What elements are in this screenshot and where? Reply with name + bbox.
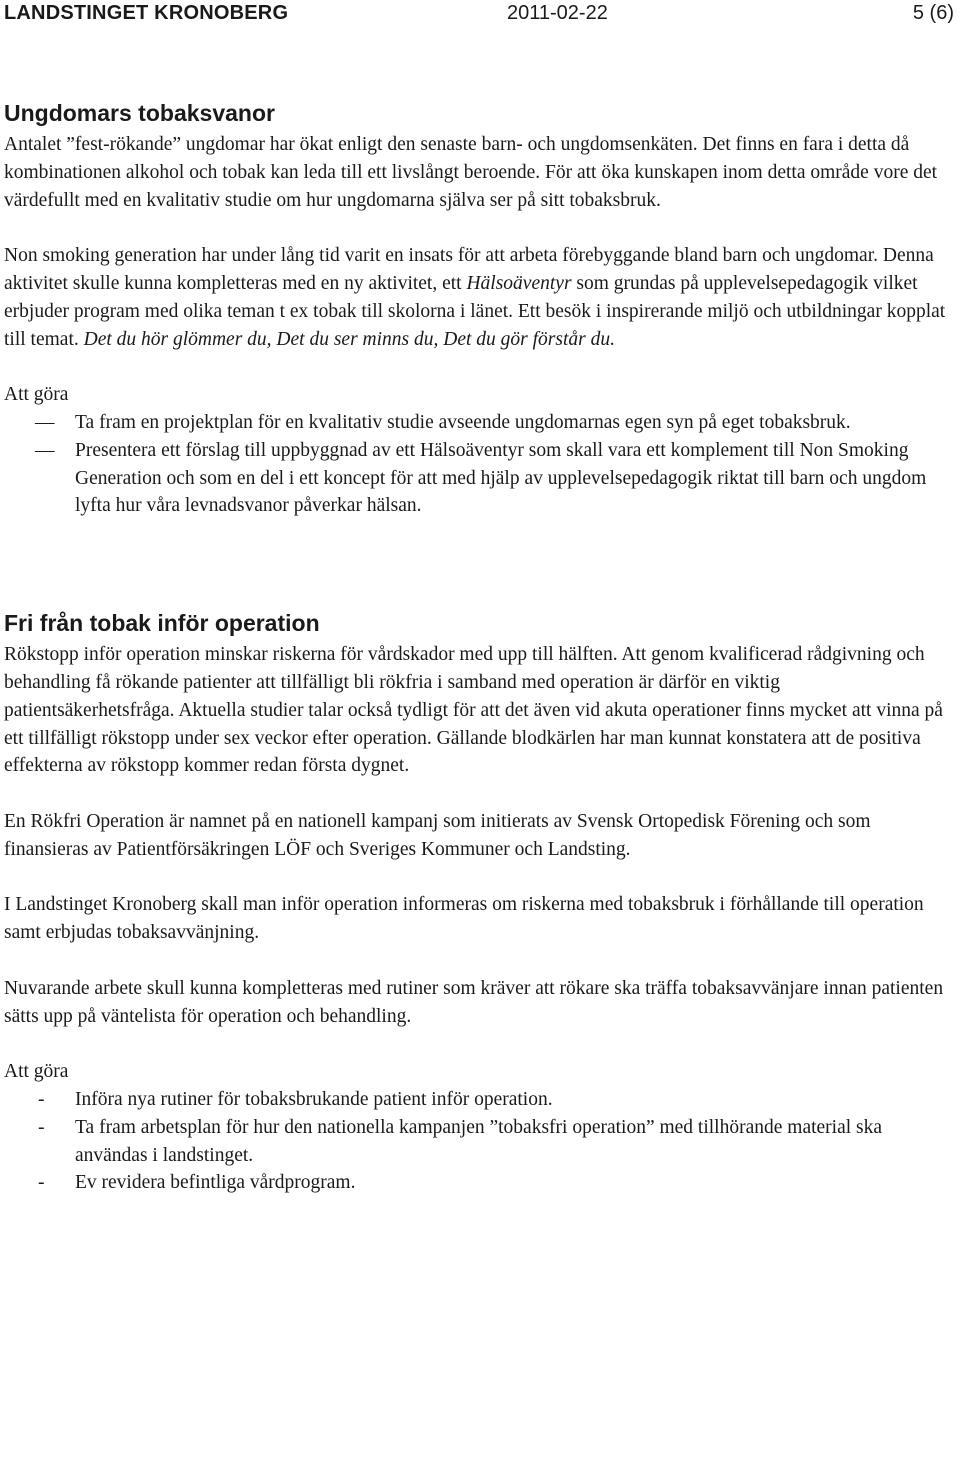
dash-marker: — xyxy=(35,439,55,461)
paragraph: I Landstinget Kronoberg skall man inför operation informeras om riskerna med tobaksbruk i förhållande till operation samt erbjudas tobaksavvänjning. xyxy=(4,894,924,944)
todo-list xyxy=(4,1086,954,1197)
list-item-text: Presentera ett förslag till uppbyggnad av ett Hälsoäventyr som skall vara ett komplement till Non Smoking Generation och som en del i ett koncept för att med hjälp av upplevelsepedagogik riktat till barn och ungdom lyfta hur våra levnadsvanor påverkar hälsan. xyxy=(75,439,927,517)
list-item xyxy=(4,1114,954,1170)
section-fri-fran-tobak xyxy=(4,605,954,1197)
document-body xyxy=(4,95,954,1197)
paragraph: En Rökfri Operation är namnet på en nationell kampanj som initierats av Svensk Ortopedisk Förening och som finansieras av Patientförsäkringen LÖF och Sveriges Kommuner och Landsting. xyxy=(4,810,871,860)
section-ungdomars-tobaksvanor xyxy=(4,95,954,520)
dash-marker: — xyxy=(35,411,55,433)
dash-marker: - xyxy=(38,1116,45,1138)
paragraph: Nuvarande arbete skull kunna kompletteras med rutiner som kräver att rökare ska träffa tobaksavvänjare innan patienten sätts upp på väntelista för operation och behandling. xyxy=(4,977,944,1027)
paragraph: Rökstopp inför operation minskar riskerna för vårdskador med upp till hälften. Att genom kvalificerad rådgivning och behandling få rökande patienter att tillfälligt bli rökfria i samband med operation är därför en viktig patientsäkerhetsfråga. Aktuella studier talar också tydligt för att det även vid akuta operationer finns mycket att vinna på ett tillfälligt rökstopp under sex veckor efter operation. Gällande blodkärlen har man kunnat konstatera att de positiva effekterna av rökstopp kommer redan första dygnet. xyxy=(4,644,943,777)
page-number: 5 (6) xyxy=(912,2,954,24)
list-item-text: Ta fram en projektplan för en kvalitativ studie avseende ungdomarnas egen syn på eget tobaksbruk. xyxy=(75,411,851,433)
list-item-text: Införa nya rutiner för tobaksbrukande patient inför operation. xyxy=(75,1088,553,1110)
document-date: 2011-02-22 xyxy=(507,2,608,24)
list-item xyxy=(4,437,954,520)
todo-label: Att göra xyxy=(4,384,69,406)
list-item-text: Ta fram arbetsplan för hur den nationella kampanjen ”tobaksfri operation” med tillhörande material ska användas i landstinget. xyxy=(75,1116,883,1166)
paragraph xyxy=(4,242,954,353)
section-heading: Fri från tobak inför operation xyxy=(4,610,320,637)
dash-marker: - xyxy=(38,1088,45,1110)
paragraph: Antalet ”fest-rökande” ungdomar har ökat enligt den senaste barn- och ungdomsenkäten. Det finns en fara i detta då kombinationen alkohol och tobak kan leda till ett livslångt beroende. För att öka kunskapen inom detta område vore det värdefullt med en kvalitativ studie om hur ungdomarna själva ser på sitt tobaksbruk. xyxy=(4,134,938,211)
list-item-text: Ev revidera befintliga vårdprogram. xyxy=(75,1172,356,1194)
italic-term: Hälsoäventyr xyxy=(466,272,572,294)
todo-list xyxy=(4,409,954,520)
paragraph-text: som grundas på upplevelsepedagogik vilket erbjuder program med olika teman t ex tobak till skolorna i länet. Ett besök i inspirerande miljö och utbildningar kopplat till temat. xyxy=(4,272,946,350)
dash-marker: - xyxy=(38,1172,45,1194)
list-item xyxy=(4,1169,954,1197)
organization-name: LANDSTINGET KRONOBERG xyxy=(4,2,289,24)
section-heading: Ungdomars tobaksvanor xyxy=(4,100,275,126)
list-item xyxy=(4,1086,954,1114)
page-header xyxy=(0,0,960,28)
todo-label: Att göra xyxy=(4,1061,69,1083)
italic-quote: Det du hör glömmer du, Det du ser minns du, Det du gör förstår du. xyxy=(83,328,615,350)
list-item xyxy=(4,409,954,437)
paragraph-text: Non smoking generation har under lång tid varit en insats för att arbeta förebyggande bland barn och ungdomar. Denna aktivitet skulle kunna kompletteras med en ny aktivitet, ett xyxy=(4,245,934,294)
